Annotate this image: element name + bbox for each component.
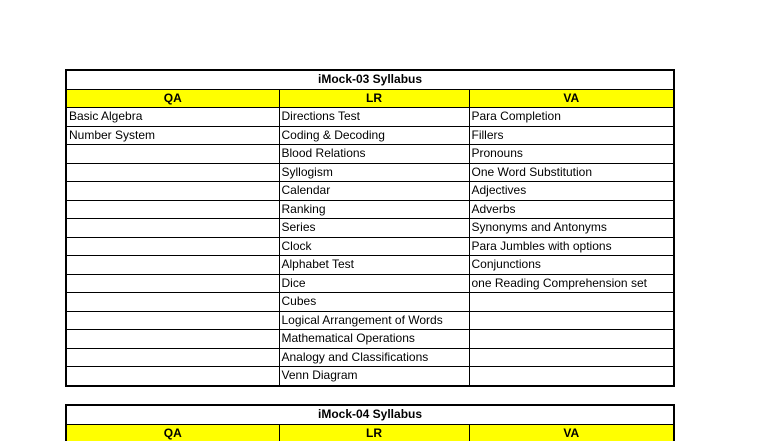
cell-va: [469, 311, 674, 330]
cell-lr: Venn Diagram: [279, 367, 469, 386]
cell-va: [469, 348, 674, 367]
cell-qa: [66, 348, 279, 367]
table-row: [66, 145, 674, 164]
cell-va: Pronouns: [469, 145, 674, 164]
cell-va: Fillers: [469, 126, 674, 145]
cell-lr: Ranking: [279, 200, 469, 219]
cell-qa: [66, 237, 279, 256]
cell-lr: Dice: [279, 274, 469, 293]
cell-lr: Cubes: [279, 293, 469, 312]
table-row: [66, 311, 674, 330]
cell-lr: Directions Test: [279, 108, 469, 127]
cell-qa: [66, 182, 279, 201]
cell-va: one Reading Comprehension set: [469, 274, 674, 293]
table-row: [66, 182, 674, 201]
cell-qa: [66, 367, 279, 386]
table-row: [66, 256, 674, 275]
table-row: [66, 348, 674, 367]
table-row: [66, 293, 674, 312]
cell-va: [469, 367, 674, 386]
cell-lr: Clock: [279, 237, 469, 256]
table-row: [66, 200, 674, 219]
table-row: [66, 367, 674, 386]
cell-qa: [66, 219, 279, 238]
cell-lr: Logical Arrangement of Words: [279, 311, 469, 330]
cell-qa: [66, 293, 279, 312]
column-header-qa: QA: [66, 424, 279, 441]
cell-qa: [66, 200, 279, 219]
table-title: iMock-03 Syllabus: [66, 70, 674, 89]
cell-lr: Analogy and Classifications: [279, 348, 469, 367]
cell-qa: [66, 163, 279, 182]
column-header-lr: LR: [279, 424, 469, 441]
syllabus-table-imock-04: [65, 404, 675, 441]
cell-qa: [66, 274, 279, 293]
table-row: [66, 108, 674, 127]
cell-va: Para Jumbles with options: [469, 237, 674, 256]
table-row: [66, 163, 674, 182]
column-header-va: VA: [469, 89, 674, 108]
column-header-va: VA: [469, 424, 674, 441]
cell-lr: Blood Relations: [279, 145, 469, 164]
cell-qa: [66, 256, 279, 275]
cell-va: Synonyms and Antonyms: [469, 219, 674, 238]
cell-qa: Number System: [66, 126, 279, 145]
table-row: [66, 219, 674, 238]
table-title: iMock-04 Syllabus: [66, 405, 674, 424]
cell-va: [469, 330, 674, 349]
cell-va: Adjectives: [469, 182, 674, 201]
cell-qa: Basic Algebra: [66, 108, 279, 127]
table-row: [66, 237, 674, 256]
cell-qa: [66, 311, 279, 330]
cell-lr: Series: [279, 219, 469, 238]
cell-lr: Alphabet Test: [279, 256, 469, 275]
table-row: [66, 126, 674, 145]
cell-lr: Syllogism: [279, 163, 469, 182]
cell-va: Para Completion: [469, 108, 674, 127]
cell-qa: [66, 145, 279, 164]
cell-lr: Calendar: [279, 182, 469, 201]
table-row: [66, 330, 674, 349]
column-header-qa: QA: [66, 89, 279, 108]
cell-va: One Word Substitution: [469, 163, 674, 182]
cell-lr: Coding & Decoding: [279, 126, 469, 145]
syllabus-table-imock-03: [65, 69, 675, 387]
cell-qa: [66, 330, 279, 349]
cell-va: Adverbs: [469, 200, 674, 219]
column-header-lr: LR: [279, 89, 469, 108]
table-row: [66, 274, 674, 293]
cell-va: Conjunctions: [469, 256, 674, 275]
cell-va: [469, 293, 674, 312]
cell-lr: Mathematical Operations: [279, 330, 469, 349]
